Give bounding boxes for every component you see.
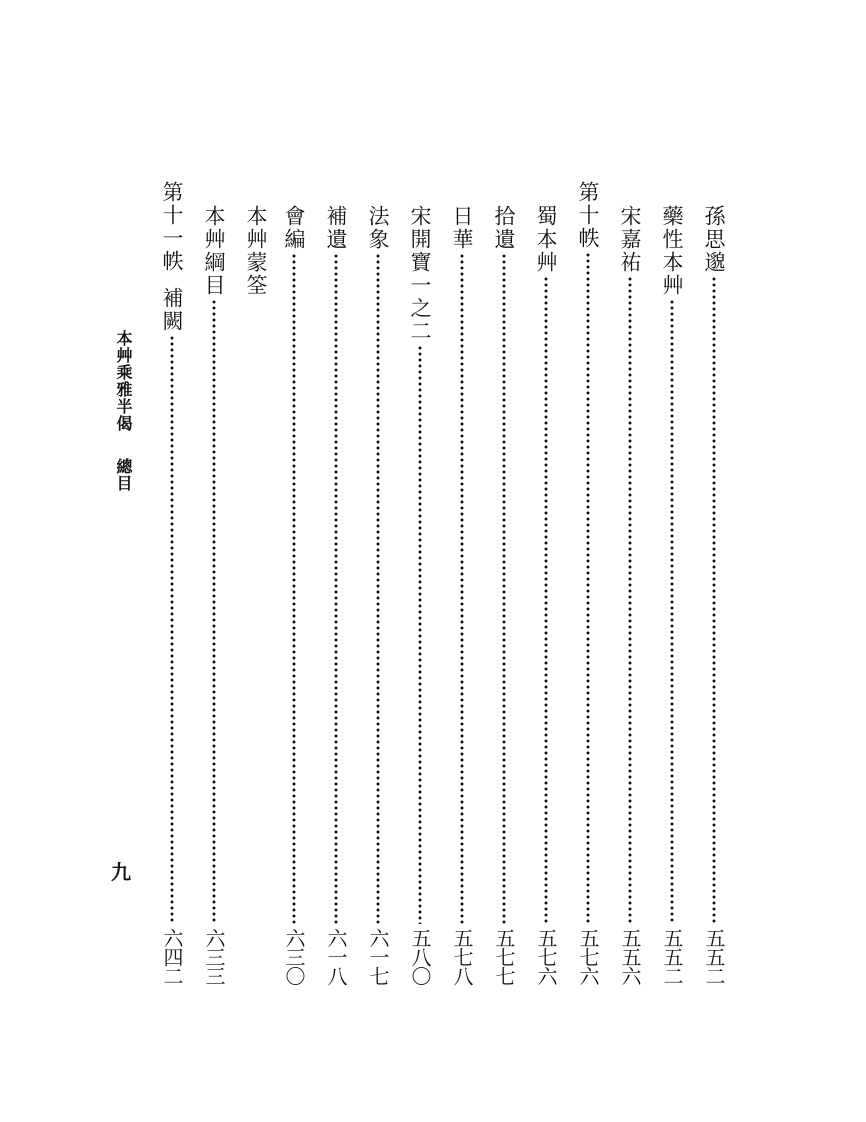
toc-entry bbox=[533, 205, 559, 985]
toc-entry-page: 五五六 bbox=[618, 928, 642, 985]
toc-entry bbox=[281, 205, 307, 985]
dot-leader bbox=[334, 253, 338, 924]
toc-entry-page: 五七六 bbox=[576, 928, 600, 985]
toc-entry-title: 蜀本艸 bbox=[534, 205, 558, 274]
dot-leader bbox=[502, 253, 506, 924]
toc-entry-page: 五七七 bbox=[492, 928, 516, 985]
dot-leader bbox=[628, 276, 632, 924]
section-title: 總目 bbox=[114, 458, 133, 492]
toc-entry bbox=[407, 205, 433, 985]
toc-entry-title: 宋開寶一之二 bbox=[408, 205, 432, 343]
dot-leader bbox=[170, 335, 174, 924]
toc-volume-heading bbox=[575, 181, 601, 985]
dot-leader bbox=[292, 253, 296, 924]
toc-entry-title: 本艸蒙筌 bbox=[244, 205, 268, 297]
toc-entry bbox=[491, 205, 517, 985]
toc-entry-title: 法象 bbox=[366, 205, 390, 251]
toc-entry-subtitle: 補闕 bbox=[160, 287, 184, 333]
toc-entry-title: 孫思邈 bbox=[702, 205, 726, 274]
toc-entry-page: 六四二 bbox=[160, 928, 184, 985]
toc-entry-page: 五五二 bbox=[702, 928, 726, 985]
dot-leader bbox=[670, 299, 674, 924]
dot-leader bbox=[586, 252, 590, 924]
toc-entry bbox=[449, 205, 475, 985]
toc-entry-page: 五七六 bbox=[534, 928, 558, 985]
toc-entry-title: 宋嘉祐 bbox=[618, 205, 642, 274]
toc-entry bbox=[659, 205, 685, 985]
toc-entry-page: 五五二 bbox=[660, 928, 684, 985]
book-title: 本艸乘雅半偈 bbox=[114, 330, 133, 432]
page-number: 九 bbox=[111, 860, 131, 884]
toc-entry bbox=[365, 205, 391, 985]
toc-book-heading bbox=[243, 205, 269, 297]
toc-entry-title: 第十一帙 bbox=[160, 181, 184, 273]
toc-entry-title: 日華 bbox=[450, 205, 474, 251]
toc-entry-page: 六三三 bbox=[202, 928, 226, 985]
toc-entry-title: 第十帙 bbox=[576, 181, 600, 250]
toc-entry-title: 本艸綱目 bbox=[202, 205, 226, 297]
dot-leader bbox=[376, 253, 380, 924]
toc-entry-title: 會編 bbox=[282, 205, 306, 251]
dot-leader bbox=[418, 345, 422, 924]
toc-entry-page: 六一八 bbox=[324, 928, 348, 985]
dot-leader bbox=[460, 253, 464, 924]
toc-entry-title: 拾遺 bbox=[492, 205, 516, 251]
toc-entry bbox=[201, 205, 227, 985]
toc-volume-heading bbox=[159, 181, 185, 985]
toc-entry-title: 藥性本艸 bbox=[660, 205, 684, 297]
dot-leader bbox=[712, 276, 716, 924]
toc-entry-page: 五七八 bbox=[450, 928, 474, 985]
toc-entry-page: 六一七 bbox=[366, 928, 390, 985]
toc-entry bbox=[323, 205, 349, 985]
toc-entry bbox=[701, 205, 727, 985]
dot-leader bbox=[544, 276, 548, 924]
dot-leader bbox=[212, 299, 216, 924]
running-head bbox=[113, 330, 133, 492]
toc-entry-page: 六三〇 bbox=[282, 928, 306, 985]
toc-entry bbox=[617, 205, 643, 985]
toc-entry-page: 五八〇 bbox=[408, 928, 432, 985]
toc-entry-title: 補遺 bbox=[324, 205, 348, 251]
